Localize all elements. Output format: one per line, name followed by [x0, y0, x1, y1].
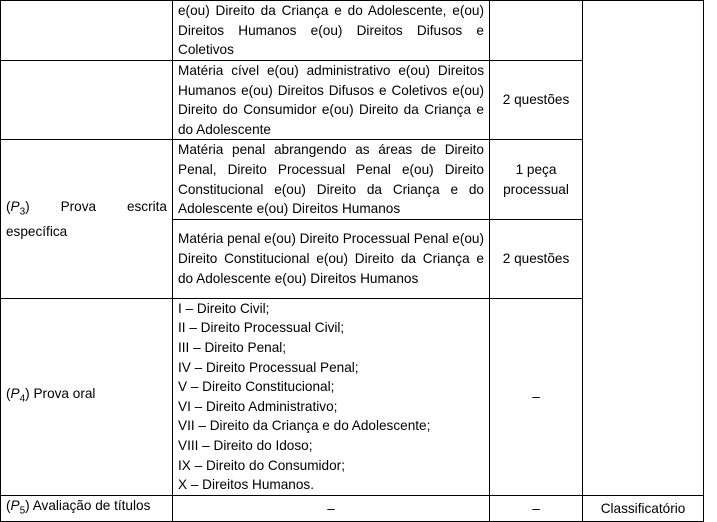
p3-word1: Prova [60, 198, 97, 214]
p3-code-num: 3 [19, 206, 26, 218]
materia-cell: e(ou) Direito da Criança e do Adolescente, e(ou) Direitos Humanos e(ou) Direitos Difusos e Coletivos [173, 1, 490, 61]
p4-code-num: 4 [19, 393, 26, 405]
table-row [1, 495, 704, 521]
p3-word3: específica [6, 223, 68, 239]
materia-cell: Matéria penal e(ou) Direito Processual Penal e(ou) Direito Constitucional e(ou) Direito da Criança e do Adolescente e(ou) Direitos Humanos [173, 219, 490, 298]
carater-cell-empty [583, 1, 704, 496]
p5-code-letter: P [10, 497, 20, 513]
quantidade-cell: – [490, 298, 583, 495]
materia-cell: Matéria cível e(ou) administrativo e(ou) Direitos Humanos e(ou) Direitos Difusos e Coletivos e(ou) Direito do Consumidor e(ou) Direito da Criança e do Adolescente [173, 61, 490, 140]
p5-code-num: 5 [19, 505, 26, 517]
list-item: X – Direitos Humanos. [178, 477, 314, 493]
quantidade-cell: 2 questões [490, 219, 583, 298]
materia-cell: – [173, 495, 490, 521]
list-item: I – Direito Civil; [178, 300, 270, 316]
carater-cell: Classificatório [583, 495, 704, 521]
quantidade-cell: 2 questões [490, 61, 583, 140]
quantidade-cell: 1 peça processual [490, 140, 583, 219]
list-item: III – Direito Penal; [178, 339, 287, 355]
prova-cell-empty [1, 1, 173, 61]
list-item: VI – Direito Administrativo; [178, 398, 338, 414]
list-item: V – Direito Constitucional; [178, 379, 335, 395]
p3-code-letter: P [10, 198, 20, 214]
prova-p3-cell [1, 140, 173, 298]
list-item: VII – Direito da Criança e do Adolescente; [178, 418, 431, 434]
materia-cell: Matéria penal abrangendo as áreas de Direito Penal, Direito Processual Penal e(ou) Direito Constitucional e(ou) Direito da Criança e do Adolescente e(ou) Direitos Humanos [173, 140, 490, 219]
p4-label: Prova oral [33, 386, 96, 402]
p5-label: Avaliação de títulos [32, 497, 151, 513]
list-item: IX – Direito do Consumidor; [178, 457, 345, 473]
p3-word2: escrita [126, 198, 167, 214]
quantidade-cell [490, 1, 583, 61]
p4-materia-list [173, 298, 490, 495]
list-item: VIII – Direito do Idoso; [178, 437, 313, 453]
quantidade-cell: – [490, 495, 583, 521]
prova-p5-cell: $(P_5)$ Avaliação de títulos [1, 495, 173, 521]
prova-p4-cell: $(P_4)$ Prova oral [1, 298, 173, 495]
table-row [1, 1, 704, 61]
list-item: IV – Direito Processual Penal; [178, 359, 359, 375]
prova-p3-line: $(P_3)$ Prova escrita [6, 197, 167, 222]
prova-cell-empty [1, 61, 173, 140]
list-item: II – Direito Processual Civil; [178, 320, 345, 336]
p4-code-letter: P [10, 386, 20, 402]
